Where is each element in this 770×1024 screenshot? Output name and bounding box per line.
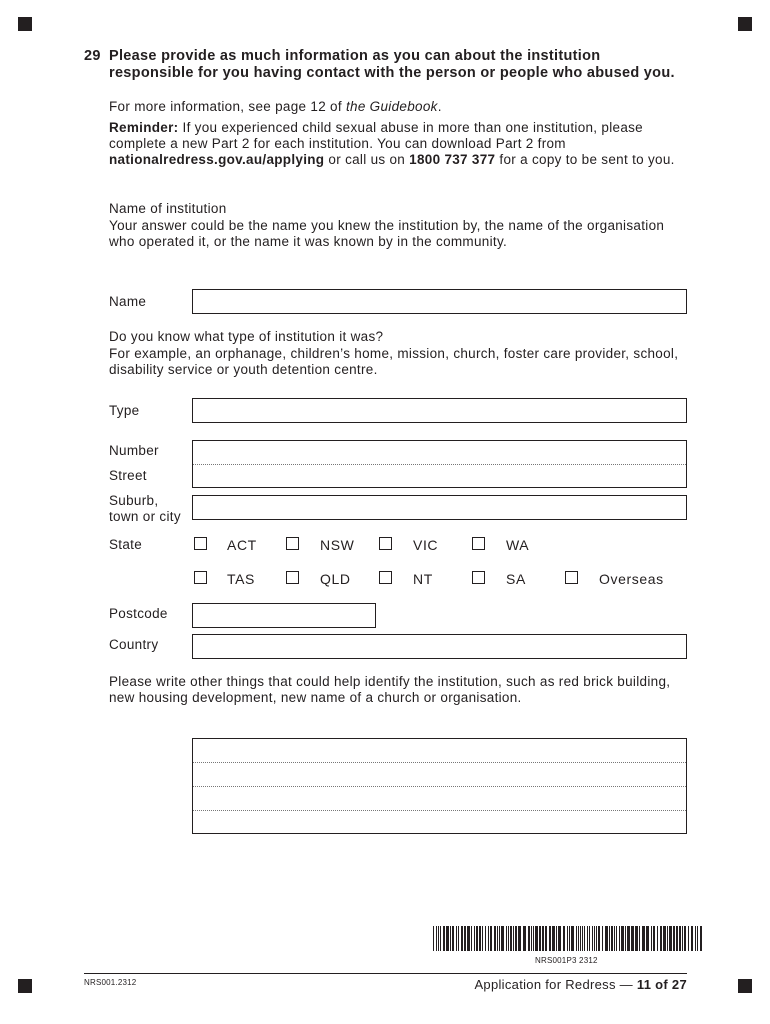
type-label: Type bbox=[109, 403, 140, 418]
barcode-bar bbox=[508, 926, 509, 951]
barcode-bar bbox=[515, 926, 517, 951]
state-checkbox-nsw[interactable] bbox=[286, 537, 299, 550]
barcode-bar bbox=[552, 926, 555, 951]
footer-rule bbox=[84, 973, 687, 974]
barcode-bar bbox=[625, 926, 626, 951]
postcode-input[interactable] bbox=[192, 603, 376, 628]
suburb-label-line-2: town or city bbox=[109, 509, 181, 524]
state-checkbox-overseas[interactable] bbox=[565, 571, 578, 584]
barcode-bar bbox=[651, 926, 652, 951]
barcode-bar bbox=[494, 926, 496, 951]
barcode-bar bbox=[528, 926, 530, 951]
barcode-bar bbox=[589, 926, 590, 951]
writing-line bbox=[193, 762, 686, 763]
state-option-act: ACT bbox=[227, 537, 257, 553]
barcode-bar bbox=[682, 926, 683, 951]
barcode-bar bbox=[490, 926, 492, 951]
barcode-bar bbox=[582, 926, 583, 951]
barcode-bar bbox=[436, 926, 437, 951]
barcode-bar bbox=[639, 926, 640, 951]
barcode-bar bbox=[663, 926, 666, 951]
writing-line bbox=[193, 810, 686, 811]
barcode-bar bbox=[571, 926, 574, 951]
state-option-qld: QLD bbox=[320, 571, 351, 587]
state-option-sa: SA bbox=[506, 571, 526, 587]
barcode-bar bbox=[569, 926, 570, 951]
suburb-input[interactable] bbox=[192, 495, 687, 520]
barcode-bar bbox=[576, 926, 577, 951]
barcode-bar bbox=[539, 926, 541, 951]
barcode-bar bbox=[621, 926, 624, 951]
barcode-bar bbox=[450, 926, 451, 951]
other-info-prompt: Please write other things that could help identify the institution, such as red brick building, new housing development, new name of a church or organisation. bbox=[109, 674, 671, 705]
registration-mark-top-left bbox=[18, 17, 32, 31]
institution-type-input[interactable] bbox=[192, 398, 687, 423]
barcode-bar bbox=[549, 926, 551, 951]
barcode-bar bbox=[578, 926, 579, 951]
barcode-bar bbox=[446, 926, 449, 951]
barcode-bar bbox=[627, 926, 630, 951]
barcode-bar bbox=[499, 926, 500, 951]
barcode-bar bbox=[657, 926, 658, 951]
phone-number: 1800 737 377 bbox=[409, 152, 496, 167]
field-divider bbox=[193, 464, 686, 465]
barcode-bar bbox=[461, 926, 463, 951]
barcode-bar bbox=[614, 926, 615, 951]
institution-type-hint: For example, an orphanage, children’s home, mission, church, foster care provider, school, disability service or youth detention centre. bbox=[109, 346, 679, 377]
barcode-bar bbox=[631, 926, 634, 951]
barcode-bar bbox=[592, 926, 593, 951]
state-option-tas: TAS bbox=[227, 571, 255, 587]
barcode-bar bbox=[556, 926, 557, 951]
barcode-text: NRS001P3 2312 bbox=[535, 956, 598, 965]
barcode-bar bbox=[433, 926, 434, 951]
state-checkbox-nt[interactable] bbox=[379, 571, 392, 584]
barcode-bar bbox=[542, 926, 544, 951]
writing-line bbox=[193, 786, 686, 787]
barcode-bar bbox=[467, 926, 470, 951]
barcode-bar bbox=[501, 926, 504, 951]
barcode bbox=[433, 926, 703, 951]
form-code: NRS001.2312 bbox=[84, 978, 137, 987]
barcode-bar bbox=[619, 926, 620, 951]
guidebook-reference: the Guidebook bbox=[345, 99, 438, 114]
suburb-label bbox=[109, 493, 181, 525]
barcode-bar bbox=[533, 926, 534, 951]
state-option-nsw: NSW bbox=[320, 537, 355, 553]
other-info-textarea[interactable] bbox=[192, 738, 687, 834]
name-of-institution-heading: Name of institution bbox=[109, 201, 227, 216]
barcode-bar bbox=[611, 926, 613, 951]
barcode-bar bbox=[474, 926, 475, 951]
number-label: Number bbox=[109, 443, 159, 458]
download-link[interactable]: nationalredress.gov.au/applying bbox=[109, 152, 325, 167]
barcode-bar bbox=[523, 926, 526, 951]
barcode-bar bbox=[673, 926, 675, 951]
barcode-bar bbox=[684, 926, 686, 951]
barcode-bar bbox=[456, 926, 457, 951]
barcode-bar bbox=[688, 926, 689, 951]
barcode-bar bbox=[443, 926, 445, 951]
name-of-institution-hint: Your answer could be the name you knew the institution by, the name of the organisation who operated it, or the name it was known by in the community. bbox=[109, 218, 665, 249]
state-option-vic: VIC bbox=[413, 537, 439, 553]
state-checkbox-qld[interactable] bbox=[286, 571, 299, 584]
state-checkbox-wa[interactable] bbox=[472, 537, 485, 550]
number-street-input[interactable] bbox=[192, 440, 687, 488]
state-label: State bbox=[109, 537, 143, 552]
barcode-bar bbox=[667, 926, 668, 951]
reminder-text-2: or call us on bbox=[324, 152, 410, 167]
barcode-bar bbox=[567, 926, 568, 951]
barcode-bar bbox=[691, 926, 693, 951]
suburb-label-line-1: Suburb, bbox=[109, 493, 159, 508]
footer-page-info bbox=[474, 977, 687, 992]
barcode-bar bbox=[653, 926, 655, 951]
barcode-bar bbox=[488, 926, 489, 951]
barcode-bar bbox=[676, 926, 678, 951]
barcode-bar bbox=[513, 926, 514, 951]
barcode-bar bbox=[594, 926, 595, 951]
reminder-text-3: for a copy to be sent to you. bbox=[495, 152, 675, 167]
barcode-bar bbox=[584, 926, 585, 951]
question-number: 29 bbox=[84, 48, 101, 64]
barcode-bar bbox=[580, 926, 581, 951]
more-info-line bbox=[109, 99, 689, 115]
barcode-bar bbox=[518, 926, 521, 951]
barcode-bar bbox=[609, 926, 610, 951]
barcode-bar bbox=[510, 926, 512, 951]
more-info-suffix: . bbox=[437, 99, 442, 114]
street-label: Street bbox=[109, 468, 147, 483]
reminder-text: If you experienced child sexual abuse in more than one institution, please complete a new Part 2 for each institution. You can download Part 2 from bbox=[109, 120, 643, 151]
barcode-bar bbox=[635, 926, 638, 951]
state-option-overseas: Overseas bbox=[599, 571, 664, 587]
barcode-bar bbox=[452, 926, 454, 951]
barcode-bar bbox=[646, 926, 649, 951]
barcode-bar bbox=[497, 926, 498, 951]
registration-mark-top-right bbox=[738, 17, 752, 31]
barcode-bar bbox=[700, 926, 702, 951]
reminder-paragraph bbox=[109, 120, 689, 168]
barcode-bar bbox=[598, 926, 600, 951]
barcode-bar bbox=[695, 926, 696, 951]
footer-doc-title: Application for Redress — bbox=[474, 977, 637, 992]
barcode-bar bbox=[535, 926, 538, 951]
institution-type-question: Do you know what type of institution it was? bbox=[109, 329, 384, 344]
barcode-bar bbox=[476, 926, 478, 951]
state-option-wa: WA bbox=[506, 537, 530, 553]
barcode-bar bbox=[458, 926, 459, 951]
barcode-bar bbox=[587, 926, 588, 951]
barcode-bar bbox=[642, 926, 645, 951]
question-title: Please provide as much information as you can about the institution responsible for you having contact with the person or people who abused you. bbox=[109, 48, 675, 81]
barcode-bar bbox=[482, 926, 483, 951]
state-checkbox-tas[interactable] bbox=[194, 571, 207, 584]
barcode-bar bbox=[605, 926, 608, 951]
barcode-bar bbox=[563, 926, 565, 951]
country-label: Country bbox=[109, 637, 159, 652]
barcode-bar bbox=[506, 926, 507, 951]
barcode-bar bbox=[660, 926, 662, 951]
country-input[interactable] bbox=[192, 634, 687, 659]
state-checkbox-vic[interactable] bbox=[379, 537, 392, 550]
state-checkbox-act[interactable] bbox=[194, 537, 207, 550]
more-info-prefix: For more information, see page 12 of bbox=[109, 99, 346, 114]
state-option-nt: NT bbox=[413, 571, 433, 587]
barcode-bar bbox=[602, 926, 603, 951]
barcode-bar bbox=[485, 926, 486, 951]
barcode-bar bbox=[697, 926, 698, 951]
barcode-bar bbox=[616, 926, 617, 951]
name-label: Name bbox=[109, 294, 147, 309]
barcode-bar bbox=[669, 926, 672, 951]
barcode-bar bbox=[471, 926, 472, 951]
postcode-label: Postcode bbox=[109, 606, 168, 621]
barcode-bar bbox=[545, 926, 547, 951]
barcode-bar bbox=[679, 926, 681, 951]
reminder-label: Reminder: bbox=[109, 120, 179, 135]
page-number: 11 of 27 bbox=[636, 977, 687, 992]
barcode-bar bbox=[531, 926, 532, 951]
barcode-bar bbox=[438, 926, 439, 951]
barcode-bar bbox=[464, 926, 466, 951]
barcode-bar bbox=[479, 926, 481, 951]
institution-name-input[interactable] bbox=[192, 289, 687, 314]
barcode-bar bbox=[440, 926, 441, 951]
registration-mark-bottom-right bbox=[738, 979, 752, 993]
state-checkbox-sa[interactable] bbox=[472, 571, 485, 584]
registration-mark-bottom-left bbox=[18, 979, 32, 993]
barcode-bar bbox=[596, 926, 597, 951]
barcode-bar bbox=[558, 926, 561, 951]
